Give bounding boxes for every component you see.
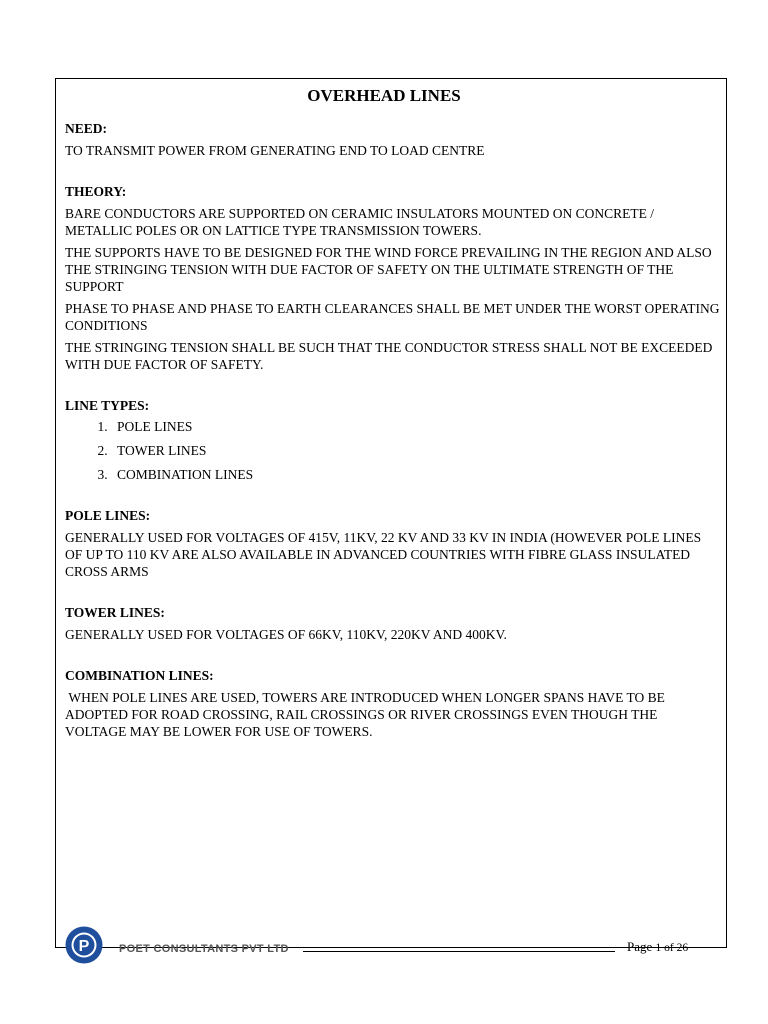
company-logo-icon	[64, 925, 104, 965]
page-footer	[55, 920, 727, 960]
document-body	[65, 120, 720, 740]
theory-heading: THEORY:	[65, 184, 127, 199]
page-label: Page	[627, 939, 653, 954]
list-item: 3. COMBINATION LINES	[111, 466, 720, 483]
theory-paragraph: THE STRINGING TENSION SHALL BE SUCH THAT THE CONDUCTOR STRESS SHALL NOT BE EXCEEDED WITH DUE FACTOR OF SAFETY.	[65, 340, 713, 372]
theory-paragraph: THE SUPPORTS HAVE TO BE DESIGNED FOR THE WIND FORCE PREVAILING IN THE REGION AND ALSO THE STRINGING TENSION WITH DUE FACTOR OF SAFETY ON THE ULTIMATE STRENGTH OF THE SUPPORT	[65, 245, 712, 294]
pole-lines-text: GENERALLY USED FOR VOLTAGES OF 415V, 11KV, 22 KV AND 33 KV IN INDIA (HOWEVER POLE LINES OF UP TO 110 KV ARE ALSO AVAILABLE IN ADVANCED COUNTRIES WITH FIBRE GLASS INSULATED CROSS ARMS	[65, 530, 702, 579]
footer-rule	[303, 951, 615, 952]
page-number	[627, 939, 688, 955]
list-item: 2. TOWER LINES	[111, 442, 720, 459]
theory-paragraph: PHASE TO PHASE AND PHASE TO EARTH CLEARANCES SHALL BE MET UNDER THE WORST OPERATING CONDITIONS	[65, 301, 720, 333]
page-count: 1 of 26	[655, 942, 689, 954]
need-text: TO TRANSMIT POWER FROM GENERATING END TO LOAD CENTRE	[65, 143, 485, 158]
combination-lines-text: WHEN POLE LINES ARE USED, TOWERS ARE INTRODUCED WHEN LONGER SPANS HAVE TO BE ADOPTED FOR ROAD CROSSING, RAIL CROSSINGS OR RIVER CROSSINGS EVEN THOUGH THE VOLTAGE MAY BE LOWER FOR USE OF TOWERS.	[65, 690, 668, 739]
need-heading: NEED:	[65, 121, 108, 136]
line-types-list	[65, 418, 720, 483]
pole-lines-heading: POLE LINES:	[65, 508, 151, 523]
theory-paragraph: BARE CONDUCTORS ARE SUPPORTED ON CERAMIC INSULATORS MOUNTED ON CONCRETE / METALLIC POLES OR ON LATTICE TYPE TRANSMISSION TOWERS.	[65, 206, 655, 238]
company-name: POET CONSULTANTS PVT LTD	[119, 943, 289, 955]
page-title: OVERHEAD LINES	[307, 86, 461, 105]
tower-lines-heading: TOWER LINES:	[65, 605, 165, 620]
logo-letter: P	[78, 938, 90, 955]
line-types-heading: LINE TYPES:	[65, 398, 150, 413]
combination-lines-heading: COMBINATION LINES:	[65, 668, 214, 683]
tower-lines-text: GENERALLY USED FOR VOLTAGES OF 66KV, 110KV, 220KV AND 400KV.	[65, 627, 507, 642]
list-item: 1. POLE LINES	[111, 418, 720, 435]
